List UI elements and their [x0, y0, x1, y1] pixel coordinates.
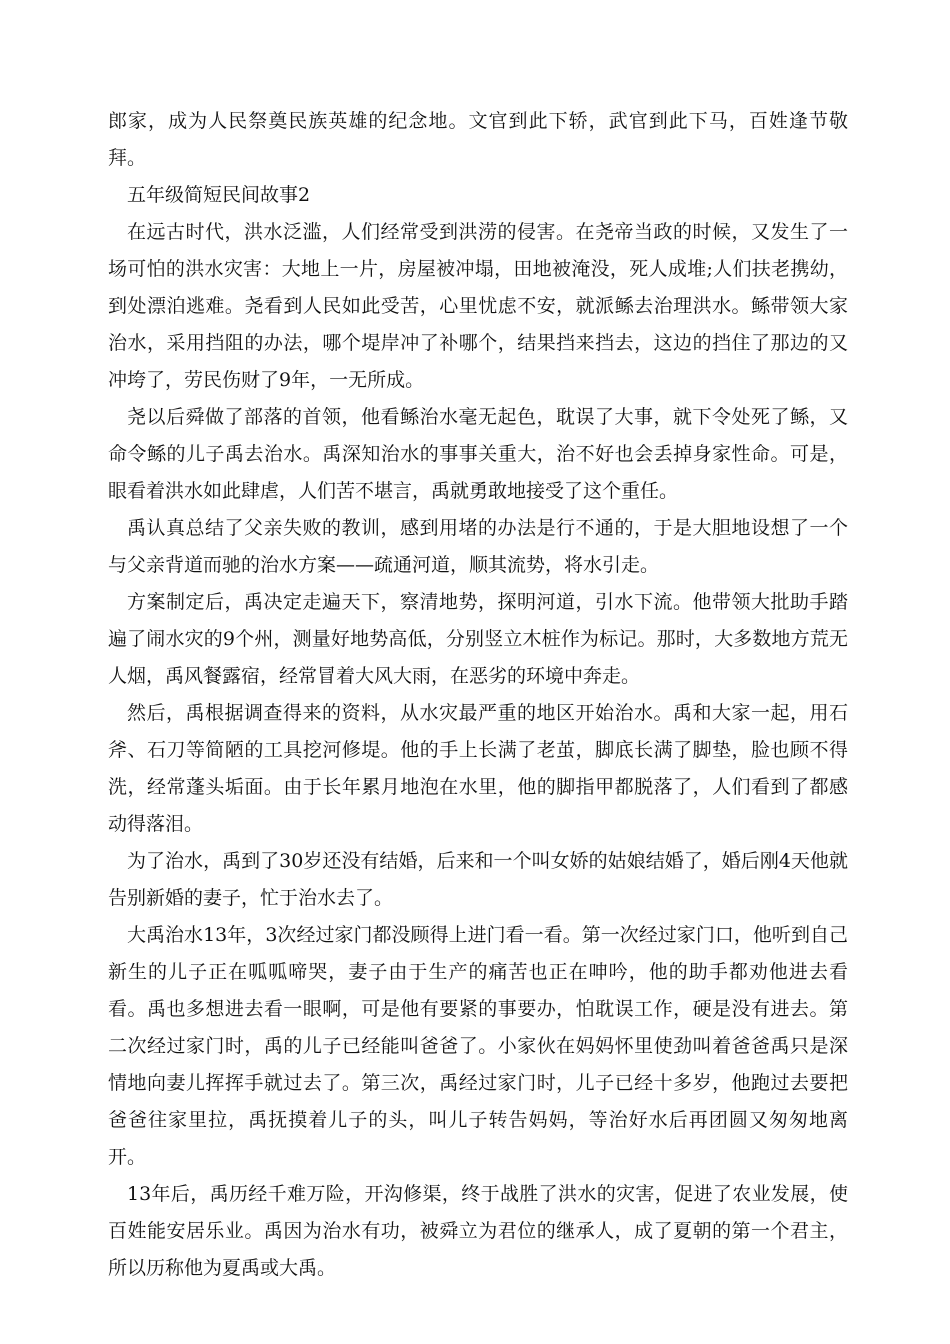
paragraph: 然后，禹根据调查得来的资料，从水灾最严重的地区开始治水。禹和大家一起，用石斧、石刀等简陋的工具挖河修堤。他的手上长满了老茧，脚底长满了脚垫，脸也顾不得洗，经常蓬头垢面。由于长年累月地泡在水里，他的脚指甲都脱落了，人们看到了都感动得落泪。 [108, 702, 848, 835]
document-body [108, 103, 848, 1287]
paragraph-continuation: 郎家，成为人民祭奠民族英雄的纪念地。文官到此下轿，武官到此下马，百姓逢节敬拜。 [108, 110, 848, 169]
paragraph: 大禹治水13年，3次经过家门都没顾得上进门看一看。第一次经过家门口，他听到自己新生的儿子正在呱呱啼哭，妻子由于生产的痛苦也正在呻吟，他的助手都劝他进去看看。禹也多想进去看一眼啊，可是他有要紧的事要办，怕耽误工作，硬是没有进去。第二次经过家门时，禹的儿子已经能叫爸爸了。小家伙在妈妈怀里使劲叫着爸爸禹只是深情地向妻儿挥挥手就过去了。第三次，禹经过家门时，儿子已经十多岁，他跑过去要把爸爸往家里拉，禹抚摸着儿子的头，叫儿子转告妈妈，等治好水后再团圆又匆匆地离开。 [108, 924, 848, 1168]
paragraph: 禹认真总结了父亲失败的教训，感到用堵的办法是行不通的，于是大胆地设想了一个与父亲背道而驰的治水方案——疏通河道，顺其流势，将水引走。 [108, 517, 848, 576]
paragraph: 尧以后舜做了部落的首领，他看鲧治水毫无起色，耽误了大事，就下令处死了鲧，又命令鲧的儿子禹去治水。禹深知治水的事事关重大，治不好也会丢掉身家性命。可是，眼看着洪水如此肆虐，人们苦不堪言，禹就勇敢地接受了这个重任。 [108, 406, 848, 502]
paragraph: 方案制定后，禹决定走遍天下，察清地势，探明河道，引水下流。他带领大批助手踏遍了闹水灾的9个州，测量好地势高低，分别竖立木桩作为标记。那时，大多数地方荒无人烟，禹风餐露宿，经常冒着大风大雨，在恶劣的环境中奔走。 [108, 591, 848, 687]
paragraph: 在远古时代，洪水泛滥，人们经常受到洪涝的侵害。在尧帝当政的时候，又发生了一场可怕的洪水灾害：大地上一片，房屋被冲塌，田地被淹没，死人成堆;人们扶老携幼，到处漂泊逃难。尧看到人民如此受苦，心里忧虑不安，就派鲧去治理洪水。鲧带领大家治水，采用挡阻的办法，哪个堤岸冲了补哪个，结果挡来挡去，这边的挡住了那边的又冲垮了，劳民伤财了9年，一无所成。 [108, 221, 848, 391]
story-title: 五年级简短民间故事2 [127, 184, 311, 206]
paragraph: 为了治水，禹到了30岁还没有结婚，后来和一个叫女娇的姑娘结婚了，婚后刚4天他就告别新婚的妻子，忙于治水去了。 [108, 850, 848, 909]
paragraph: 13年后，禹历经千难万险，开沟修渠，终于战胜了洪水的灾害，促进了农业发展，使百姓能安居乐业。禹因为治水有功，被舜立为君位的继承人，成了夏朝的第一个君主，所以历称他为夏禹或大禹。 [108, 1183, 848, 1279]
